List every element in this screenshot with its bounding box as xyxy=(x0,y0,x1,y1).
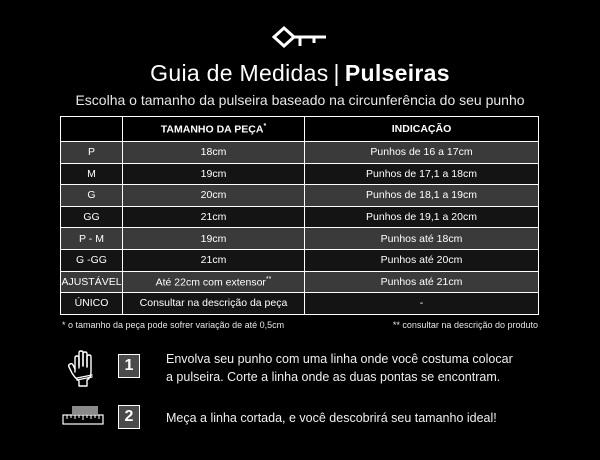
cell-measure: Consultar na descrição da peça xyxy=(123,293,305,315)
size-table xyxy=(60,116,539,315)
cell-measure-mark: ** xyxy=(265,275,272,283)
cell-measure: 21cm xyxy=(123,249,305,271)
hand-icon xyxy=(66,348,100,388)
header-measure-label: TAMANHO DA PEÇA xyxy=(160,123,264,136)
cell-indication: - xyxy=(305,293,539,315)
header-size xyxy=(61,117,123,142)
step-1-text xyxy=(166,350,513,386)
cell-size: P xyxy=(61,142,123,164)
table-row xyxy=(61,142,539,164)
cell-measure xyxy=(123,271,305,293)
ruler-icon xyxy=(62,404,104,426)
table-row xyxy=(61,293,539,315)
table-row xyxy=(61,185,539,207)
cell-size: G xyxy=(61,185,123,207)
cell-size: P - M xyxy=(61,228,123,250)
cell-size: AJUSTÁVEL xyxy=(61,271,123,293)
title-separator: | xyxy=(333,60,340,86)
step-1-number: 1 xyxy=(118,354,140,378)
step-1-line-1: Envolva seu punho com uma linha onde você costuma colocar xyxy=(166,352,513,366)
cell-measure: 18cm xyxy=(123,142,305,164)
cell-indication: Punhos de 16 a 17cm xyxy=(305,142,539,164)
cell-indication: Punhos até 20cm xyxy=(305,249,539,271)
title-light: Guia de Medidas xyxy=(150,60,329,86)
header-measure-mark: * xyxy=(263,122,267,130)
table-row xyxy=(61,228,539,250)
header-indication: INDICAÇÃO xyxy=(305,117,539,142)
table-row xyxy=(61,271,539,293)
cell-indication: Punhos de 19,1 a 20cm xyxy=(305,206,539,228)
table-row xyxy=(61,249,539,271)
footnote-description: ** consultar na descrição do produto xyxy=(392,320,538,330)
table-row xyxy=(61,206,539,228)
cell-size: M xyxy=(61,163,123,185)
cell-measure: 19cm xyxy=(123,163,305,185)
brand-logo-icon xyxy=(270,22,330,52)
cell-indication: Punhos até 21cm xyxy=(305,271,539,293)
cell-measure: 20cm xyxy=(123,185,305,207)
cell-indication: Punhos de 17,1 a 18cm xyxy=(305,163,539,185)
cell-indication: Punhos de 18,1 a 19cm xyxy=(305,185,539,207)
cell-size: GG xyxy=(61,206,123,228)
step-1-line-2: a pulseira. Corte a linha onde as duas pontas se encontram. xyxy=(166,370,501,384)
table-row xyxy=(61,163,539,185)
cell-size: G -GG xyxy=(61,249,123,271)
cell-indication: Punhos até 18cm xyxy=(305,228,539,250)
header-measure xyxy=(123,117,305,142)
page-title xyxy=(0,60,600,87)
page-subtitle: Escolha o tamanho da pulseira baseado na circunferência do seu punho xyxy=(75,92,525,108)
step-2-text: Meça a linha cortada, e você descobrirá seu tamanho ideal! xyxy=(166,411,497,425)
cell-size: ÚNICO xyxy=(61,293,123,315)
cell-measure: 21cm xyxy=(123,206,305,228)
step-2-number: 2 xyxy=(118,405,140,429)
footnote-variation: * o tamanho da peça pode sofrer variação de até 0,5cm xyxy=(62,320,285,330)
table-header-row xyxy=(61,117,539,142)
cell-measure: 19cm xyxy=(123,228,305,250)
title-bold: Pulseiras xyxy=(344,60,450,86)
cell-measure-label: Até 22cm com extensor xyxy=(155,276,266,289)
